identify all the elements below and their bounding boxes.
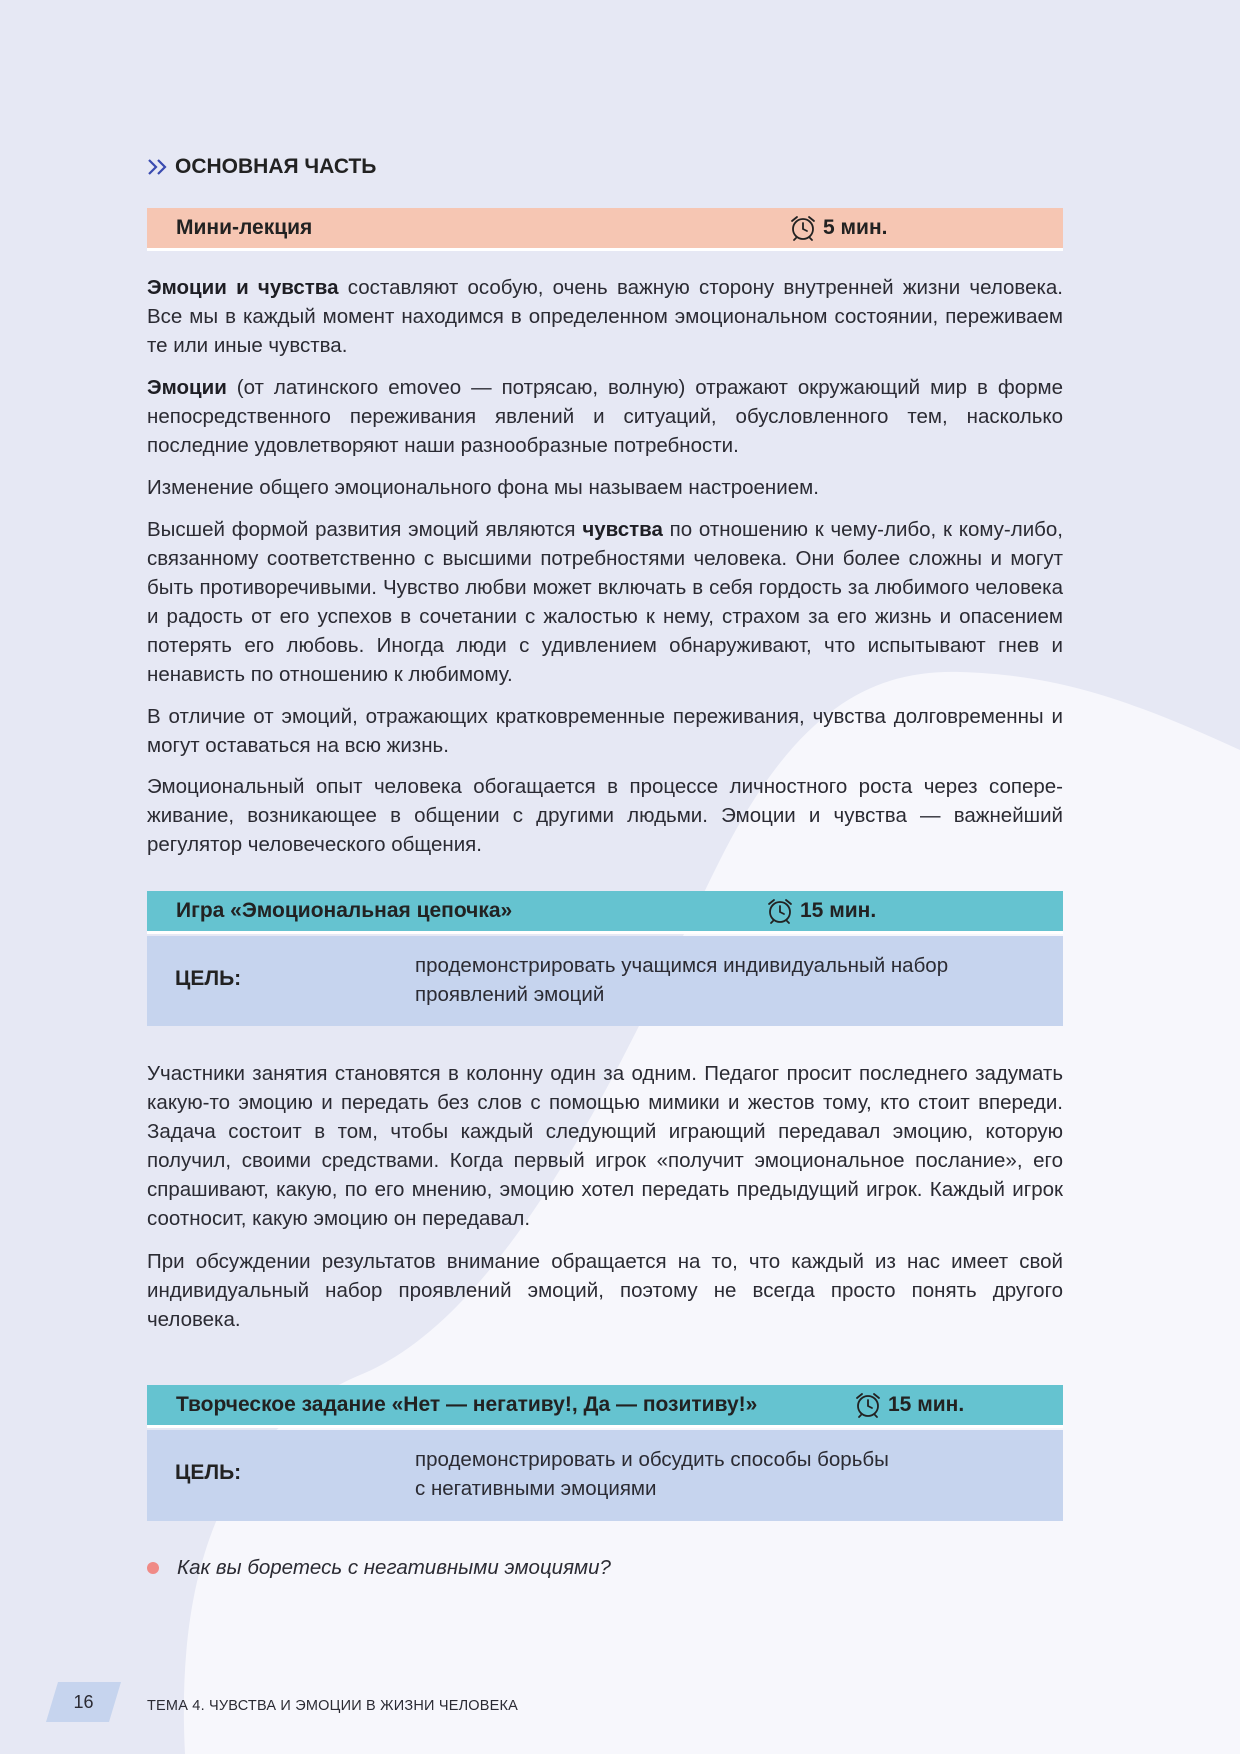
game-goal-label: ЦЕЛЬ:: [175, 967, 242, 990]
creative-task-duration: [854, 1391, 964, 1419]
creative-task-title: Творческое задание «Нет — негативу!, Да — позитиву!»: [176, 1393, 758, 1416]
creative-task-bar: [147, 1385, 1063, 1428]
alarm-clock-icon: [766, 897, 794, 925]
mini-lecture-title: Мини-лекция: [176, 216, 313, 239]
mini-lecture-time: 5 мин.: [823, 216, 888, 239]
game-bar: [147, 891, 1063, 934]
creative-goal-text: продемонстрировать и обсудить способы борьбы с негативными эмоциями: [415, 1448, 889, 1500]
discussion-question: [147, 1556, 611, 1580]
game-paragraph-1: Участники занятия становятся в колонну один за одним. Педагог просит последнего задумать какую-то эмоцию и передать без слов с помощью мимики и жестов тому, кто стоит впереди. Задача состоит в том, чтобы каждый следующий играющий передавал эмоцию, которую получил, своими средствами. Когда первый игрок «получит эмоциональное послание», его спрашивают, какую, по его мнению, эмоцию хотел передать предыдущий игрок. Каждый игрок соотносит, какую эмоцию он передавал.: [147, 1062, 1063, 1230]
alarm-clock-icon: [789, 214, 817, 242]
page-number-badge: [46, 1682, 121, 1722]
lecture-paragraph-6: Эмоциональный опыт человека обогащается в процессе личностного роста через сопереживание, возникающее в общении с другими людьми. Эмоции и чувства — важнейший регулятор человеческого общения.: [147, 775, 1063, 856]
section-title: ОСНОВНАЯ ЧАСТЬ: [175, 155, 377, 178]
game-title: Игра «Эмоциональная цепочка»: [176, 899, 513, 922]
alarm-clock-icon: [854, 1391, 882, 1419]
lecture-paragraph-1: Эмоции и чувства составляют особую, очень важную сторону внутренней жизни человека. Все мы в каждый момент находимся в определенном эмоциональном состоянии, переживаем те или иные чувства.: [147, 276, 1063, 357]
game-goal-text: продемонстрировать учащимся индивидуальный набор проявлений эмоций: [415, 954, 949, 1006]
lecture-paragraph-4: Высшей формой развития эмоций являются чувства по отношению к чему-либо, к кому-либо, связанному соответственно с высшими потребностями человека. Они более сложны и могут быть противоречивыми. Чувство любви может включать в себя гордость за любимого человека и радость от его успехов в сочетании с жалостью к нему, страхом за его жизнь и опасением потерять его любовь. Иногда люди с удивлением обнаруживают, что испытывают гнев и ненависть по отношению к любимому.: [147, 518, 1064, 686]
game-duration: [766, 897, 876, 925]
game-paragraph-2: При обсуждении результатов внимание обращается на то, что каждый из нас имеет свой индивидуальный набор проявлений эмоций, поэтому не всегда просто понять другого человека.: [147, 1250, 1063, 1331]
creative-goal-box: [147, 1430, 1063, 1521]
lecture-paragraph-3: Изменение общего эмоционального фона мы называем настроением.: [147, 476, 819, 499]
mini-lecture-bar: [147, 208, 1063, 251]
game-goal-box: [147, 936, 1063, 1026]
bullet-dot-icon: [147, 1562, 159, 1574]
page-number: 16: [73, 1692, 94, 1712]
section-heading: [147, 155, 376, 179]
question-text: Как вы боретесь с негативными эмоциями?: [177, 1556, 611, 1579]
term-emotions-feelings: Эмоции и чувства: [147, 276, 339, 299]
mini-lecture-duration: [789, 214, 887, 242]
lecture-paragraph-2: Эмоции (от латинского emoveo — потрясаю, волную) отражают окружающий мир в форме непосредственного переживания явлений и ситуаций, обусловленного тем, насколько последние удовлетворяют наши разнообразные потребности.: [147, 376, 1063, 457]
term-emotions: Эмоции: [147, 376, 227, 399]
game-time: 15 мин.: [800, 899, 877, 922]
creative-goal-label: ЦЕЛЬ:: [175, 1461, 242, 1484]
creative-task-time: 15 мин.: [888, 1393, 965, 1416]
footer-title: ТЕМА 4. ЧУВСТВА И ЭМОЦИИ В ЖИЗНИ ЧЕЛОВЕКА: [147, 1698, 519, 1714]
term-feelings: чувства: [582, 518, 663, 541]
double-chevron-icon: [147, 158, 169, 176]
lecture-paragraph-5: В отличие от эмоций, отражающих кратковременные переживания, чувства долговременны и могут оставаться на всю жизнь.: [147, 705, 1063, 757]
